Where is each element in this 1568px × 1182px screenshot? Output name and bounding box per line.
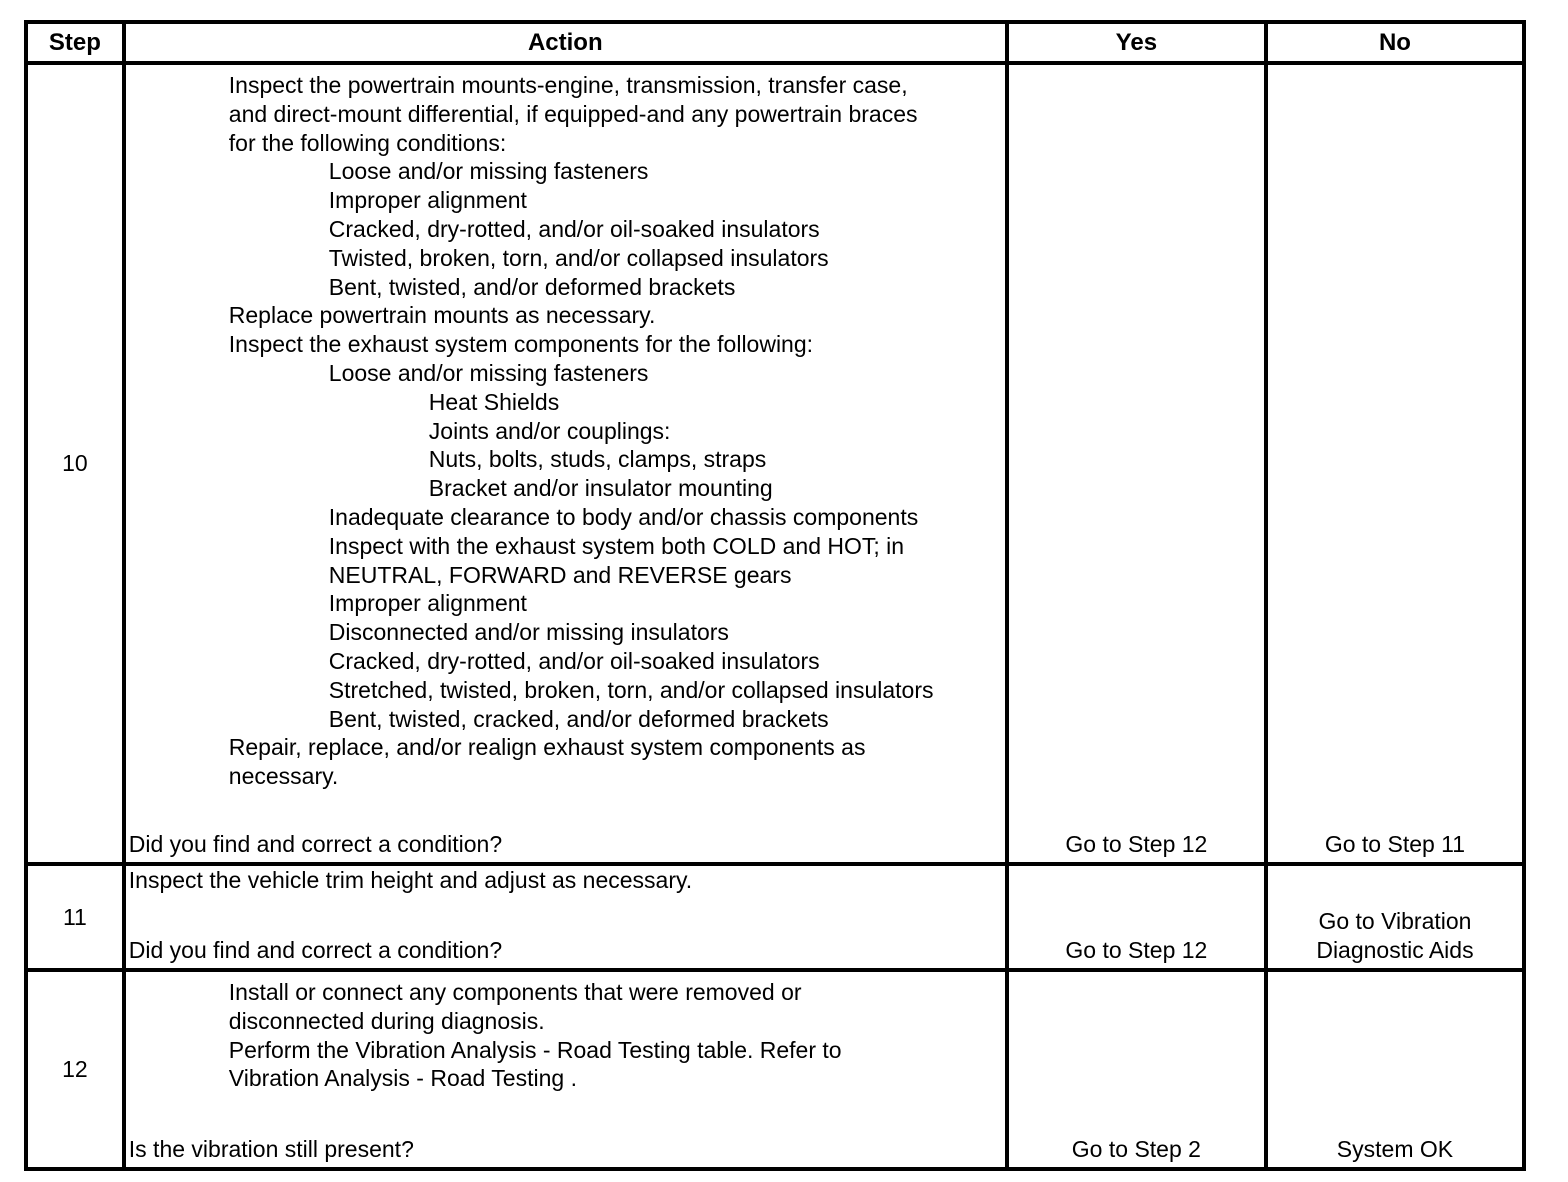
action-lines [126,866,1005,895]
action-line: Improper alignment [328,187,527,214]
yes-cell [1007,63,1266,864]
action-line: Loose and/or missing fasteners [328,359,649,386]
action-line: Inspect the powertrain mounts-engine, transmission, transfer case, [228,72,908,98]
action-line: Inspect with the exhaust system both COLD and HOT; in [328,532,905,559]
action-line: Bracket and/or insulator mounting [428,475,773,502]
action-line: Stretched, twisted, broken, torn, and/or collapsed insulators [328,676,934,703]
no-result-line-2: Diagnostic Aids [1316,937,1474,964]
yes-result: Go to Step 12 [1065,831,1208,858]
action-line: Joints and/or couplings: [428,417,671,444]
step-number: 12 [26,970,124,1169]
no-result-line-1: Go to Vibration [1318,908,1472,935]
action-cell [124,864,1007,970]
action-line: Bent, twisted, cracked, and/or deformed brackets [328,705,829,732]
table-row-step-10 [26,63,1524,864]
no-cell [1266,970,1524,1169]
action-line: Vibration Analysis - Road Testing . [228,1065,577,1092]
action-line: for the following conditions: [228,129,507,156]
action-line: Cracked, dry-rotted, and/or oil-soaked insulators [328,215,820,242]
action-cell [124,970,1007,1169]
action-line: Nuts, bolts, studs, clamps, straps [428,446,767,473]
diagnostic-table [24,20,1526,1171]
action-line: Cracked, dry-rotted, and/or oil-soaked insulators [328,647,820,674]
no-result [1268,907,1522,965]
action-line: Inspect the exhaust system components for the following: [228,331,814,358]
header-step: Step [26,22,124,63]
action-line: NEUTRAL, FORWARD and REVERSE gears [328,561,792,588]
action-line: Disconnected and/or missing insulators [328,619,729,646]
action-line: Repair, replace, and/or realign exhaust system components as [228,734,866,761]
question-text: Did you find and correct a condition? [128,937,503,964]
header-row [26,22,1524,63]
header-no: No [1266,22,1524,63]
question-text: Is the vibration still present? [128,1136,414,1163]
question-text: Did you find and correct a condition? [128,831,503,858]
table-row-step-11 [26,864,1524,970]
action-line: necessary. [228,763,339,790]
header-yes: Yes [1007,22,1266,63]
action-cell [124,63,1007,864]
action-lines [126,71,1005,791]
action-line: Replace powertrain mounts as necessary. [228,302,656,329]
action-line: Perform the Vibration Analysis - Road Testing table. Refer to [228,1036,842,1063]
action-line: Heat Shields [428,388,560,415]
action-line: Improper alignment [328,590,527,617]
step-number: 10 [26,63,124,864]
no-result: System OK [1336,1136,1454,1163]
action-line: and direct-mount differential, if equipped-and any powertrain braces [228,100,918,127]
action-line: Bent, twisted, and/or deformed brackets [328,273,736,300]
no-cell [1266,864,1524,970]
action-line: Inspect the vehicle trim height and adjust as necessary. [128,867,693,893]
action-lines [126,978,1005,1093]
yes-cell [1007,970,1266,1169]
table-row-step-12 [26,970,1524,1169]
no-result: Go to Step 11 [1324,831,1466,858]
header-action: Action [124,22,1007,63]
yes-result: Go to Step 12 [1065,937,1208,964]
step-number: 11 [26,864,124,970]
action-line: Install or connect any components that were removed or [228,979,802,1005]
yes-cell [1007,864,1266,970]
action-line: disconnected during diagnosis. [228,1007,545,1034]
action-line: Inadequate clearance to body and/or chassis components [328,503,919,530]
yes-result: Go to Step 2 [1071,1136,1201,1163]
no-cell [1266,63,1524,864]
action-line: Twisted, broken, torn, and/or collapsed insulators [328,244,829,271]
action-line: Loose and/or missing fasteners [328,158,649,185]
